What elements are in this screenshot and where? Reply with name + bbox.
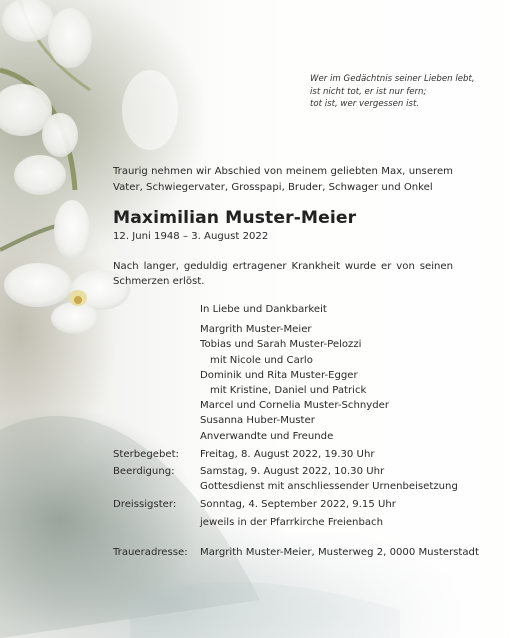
service-schedule bbox=[113, 447, 458, 530]
deceased-name: Maximilian Muster-Meier bbox=[113, 208, 357, 228]
family-member: Anverwandte und Freunde bbox=[200, 430, 334, 442]
life-dates: 12. Juni 1948 – 3. August 2022 bbox=[113, 231, 269, 242]
beerdigung-row bbox=[113, 464, 458, 494]
beerdigung-detail: Gottesdienst mit anschliessender Urnenbeisetzung bbox=[200, 481, 458, 493]
memorial-quote bbox=[310, 73, 475, 111]
family-member: Marcel und Cornelia Muster-Schnyder bbox=[200, 400, 389, 412]
family-member: Susanna Huber-Muster bbox=[200, 415, 315, 427]
beerdigung-label: Beerdigung: bbox=[113, 466, 175, 478]
dreissigster-value: Sonntag, 4. September 2022, 9.15 Uhr bbox=[200, 498, 396, 510]
intro-text: Traurig nehmen wir Abschied von meinem geliebten Max, unserem Vater, Schwiegervater, Grosspapi, Bruder, Schwager und Onkel bbox=[113, 166, 453, 193]
sterbegebet-label: Sterbegebet: bbox=[113, 449, 179, 460]
sterbegebet-row bbox=[113, 447, 458, 462]
location-row bbox=[113, 515, 458, 530]
family-member: Margrith Muster-Meier bbox=[200, 324, 312, 336]
family-list bbox=[200, 302, 389, 444]
beerdigung-value: Samstag, 9. August 2022, 10.30 Uhr bbox=[200, 466, 385, 478]
address-value: Margrith Muster-Meier, Musterweg 2, 0000 Musterstadt bbox=[200, 547, 479, 558]
dreissigster-label: Dreissigster: bbox=[113, 498, 177, 510]
illness-text: Nach langer, geduldig ertragener Krankheit wurde er von seinen Schmerzen erlöst. bbox=[113, 261, 453, 287]
dreissigster-row bbox=[113, 497, 458, 512]
quote-line: ist nicht tot, er ist nur fern; bbox=[310, 86, 427, 97]
family-member: mit Kristine, Daniel und Patrick bbox=[210, 385, 367, 397]
service-location: jeweils in der Pfarrkirche Freienbach bbox=[200, 516, 383, 528]
quote-line: tot ist, wer vergessen ist. bbox=[310, 99, 420, 109]
sterbegebet-value: Freitag, 8. August 2022, 19.30 Uhr bbox=[200, 449, 375, 460]
mourning-address bbox=[113, 547, 479, 558]
family-heading: In Liebe und Dankbarkeit bbox=[200, 304, 327, 315]
address-label: Traueradresse: bbox=[113, 547, 188, 558]
family-member: mit Nicole und Carlo bbox=[210, 354, 313, 366]
family-member: Tobias und Sarah Muster-Pelozzi bbox=[200, 339, 362, 351]
family-member: Dominik und Rita Muster-Egger bbox=[200, 369, 358, 381]
quote-line: Wer im Gedächtnis seiner Lieben lebt, bbox=[310, 74, 475, 84]
